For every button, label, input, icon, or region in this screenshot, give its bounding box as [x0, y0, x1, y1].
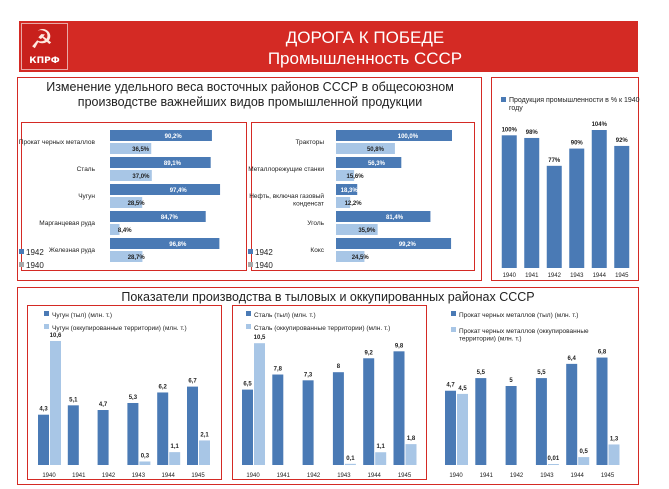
category-label: Сталь [76, 166, 95, 173]
legend-swatch [19, 249, 24, 254]
bar [272, 375, 283, 465]
legend-label: 1942 [255, 248, 273, 257]
data-label: 36,5% [132, 147, 150, 153]
data-label: 6,7 [188, 378, 197, 385]
category-label: Кокс [310, 247, 324, 254]
bar [524, 138, 539, 268]
category-label: Чугун [78, 193, 95, 200]
legend-label: Сталь (тыл) (млн. т.) [254, 312, 316, 319]
legend-swatch [19, 262, 24, 267]
bar [536, 378, 547, 465]
bar [547, 166, 562, 268]
data-label: 6,4 [567, 355, 576, 362]
legend-swatch [501, 97, 506, 102]
bar [139, 461, 150, 465]
data-label: 77% [548, 157, 561, 164]
data-label: 4,7 [446, 382, 455, 389]
category-label: Металлорежущие станки [248, 166, 324, 173]
data-label: 37,0% [132, 174, 150, 180]
tick-label: 1940 [246, 473, 260, 479]
legend-label: Сталь (оккупированные территории) (млн. т.) [254, 325, 391, 332]
data-label: 97,4% [169, 188, 187, 194]
data-label: 104% [591, 122, 607, 128]
legend-label: Продукция промышленности в % к 1940 году [509, 97, 640, 112]
logo-text: КПРФ [29, 56, 60, 66]
tick-label: 1945 [397, 473, 412, 479]
data-label: 9,2 [364, 350, 373, 357]
tick-label: 1944 [367, 473, 381, 479]
tick-label: 1941 [72, 473, 86, 479]
category-label: Нефть, включая газовый конденсат [249, 193, 324, 208]
legend-swatch [44, 324, 49, 329]
data-label: 15,6% [346, 174, 364, 180]
data-label: 89,1% [163, 161, 181, 167]
bar [242, 390, 253, 465]
data-label: 8,4% [117, 228, 132, 234]
data-label: 96,8% [169, 242, 187, 248]
legend-label: 1940 [26, 261, 44, 270]
data-label: 56,3% [367, 161, 385, 167]
data-label: 4,7 [98, 402, 108, 409]
tick-label: 1942 [101, 473, 116, 479]
legend-label: Прокат черных металлов (оккупированные территории) (млн. т.) [459, 328, 589, 343]
hammer-sickle-icon: ☭ [30, 25, 54, 55]
data-label: 0,01 [547, 456, 560, 462]
tick-label: 1940 [449, 473, 463, 479]
bar [475, 378, 486, 465]
top-section-title-line2: производстве важнейших видов промышленной продукции [77, 95, 423, 109]
data-label: 10,6 [49, 332, 62, 339]
tick-label: 1942 [306, 473, 321, 479]
data-label: 0,1 [346, 455, 355, 462]
bar [363, 358, 374, 465]
category-label: Прокат черных металлов [18, 139, 95, 146]
data-label: 35,9% [358, 228, 376, 234]
tick-label: 1944 [570, 473, 584, 479]
data-label: 18,3% [340, 188, 358, 194]
bar [303, 380, 314, 465]
bar [597, 358, 608, 465]
data-label: 6,8 [597, 349, 607, 356]
bar [110, 130, 212, 141]
data-label: 90% [570, 140, 583, 147]
data-label: 4,5 [458, 385, 467, 392]
tick-label: 1943 [570, 273, 584, 279]
data-label: 1,1 [170, 444, 179, 451]
data-label: 100% [501, 127, 517, 134]
legend-label: Чугун (тыл) (млн. т.) [52, 312, 113, 319]
category-label: Уголь [307, 220, 324, 227]
tick-label: 1944 [592, 273, 606, 279]
data-label: 2,1 [200, 432, 209, 439]
tick-label: 1943 [131, 473, 146, 479]
data-label: 8 [336, 364, 341, 371]
bar [336, 211, 430, 222]
bar [502, 135, 517, 268]
tick-label: 1940 [502, 273, 516, 279]
category-label: Марганцевая руда [39, 220, 95, 227]
data-label: 12,2% [344, 201, 362, 207]
data-label: 100,0% [397, 134, 419, 140]
data-label: 28,5% [127, 201, 145, 207]
data-label: 50,8% [366, 147, 384, 153]
bar [548, 464, 559, 465]
bar [110, 238, 219, 249]
tick-label: 1943 [337, 473, 351, 479]
legend-label: 1942 [26, 248, 44, 257]
data-label: 0,3 [140, 453, 150, 460]
bar [445, 391, 456, 465]
tick-label: 1945 [600, 473, 615, 479]
bar [68, 405, 79, 465]
bar [110, 157, 211, 168]
data-label: 6,2 [158, 384, 167, 391]
tick-label: 1945 [615, 273, 629, 279]
tick-label: 1944 [161, 473, 175, 479]
bar [406, 444, 417, 465]
bar [592, 130, 607, 268]
category-label: Тракторы [295, 139, 324, 146]
bar [110, 211, 206, 222]
legend-swatch [451, 311, 456, 316]
data-label: 1,8 [406, 436, 416, 443]
bar [127, 403, 138, 465]
data-label: 0,5 [579, 449, 588, 456]
bar [254, 343, 265, 465]
legend-swatch [451, 327, 456, 332]
legend-swatch [246, 324, 251, 329]
data-label: 5,3 [128, 394, 138, 401]
tick-label: 1940 [42, 473, 56, 479]
data-label: 92% [615, 137, 628, 144]
bottom-section-title: Показатели производства в тыловых и оккупированных районах СССР [121, 290, 535, 304]
data-label: 1,1 [376, 444, 385, 451]
legend-swatch [248, 249, 253, 254]
data-label: 10,5 [253, 335, 266, 342]
data-label: 9,8 [394, 343, 404, 350]
bar [394, 351, 405, 465]
bar [614, 146, 629, 268]
tick-label: 1945 [191, 473, 205, 479]
bar [333, 372, 344, 465]
bar [506, 386, 517, 465]
top-section-title-line1: Изменение удельного веса восточных районов СССР в общесоюзном [46, 80, 454, 94]
bar [199, 440, 210, 465]
bar [336, 143, 395, 154]
data-label: 1,3 [609, 436, 619, 443]
tick-label: 1941 [479, 473, 493, 479]
bar [169, 452, 180, 465]
data-label: 5 [509, 378, 513, 384]
data-label: 28,7% [127, 255, 145, 261]
tick-label: 1942 [509, 473, 524, 479]
bar [609, 444, 620, 465]
bar [375, 452, 386, 465]
bar [187, 387, 198, 465]
data-label: 81,4% [386, 215, 404, 221]
legend-label: 1940 [255, 261, 273, 270]
bar [336, 238, 451, 249]
bar [50, 341, 61, 465]
bar [569, 149, 584, 268]
bar [336, 130, 452, 141]
legend-label: Прокат черных металлов (тыл) (млн. т.) [459, 312, 579, 319]
legend-label: Чугун (оккупированные территории) (млн. т.) [52, 325, 187, 332]
bar [457, 394, 468, 465]
bar [566, 364, 577, 465]
data-label: 90,2% [164, 134, 182, 140]
category-label: Железная руда [48, 247, 95, 254]
legend-swatch [248, 262, 253, 267]
data-label: 4,3 [39, 406, 48, 413]
bar [157, 392, 168, 465]
bar [98, 410, 109, 465]
bar [38, 415, 49, 465]
tick-label: 1943 [540, 473, 554, 479]
bar [578, 457, 589, 465]
data-label: 5,5 [476, 370, 485, 377]
page-subtitle: Промышленность СССР [267, 49, 463, 68]
legend-swatch [44, 311, 49, 316]
page-title: ДОРОГА К ПОБЕДЕ [285, 28, 445, 47]
data-label: 24,5% [351, 255, 369, 261]
data-label: 5,5 [537, 370, 546, 377]
data-label: 5,1 [69, 397, 78, 404]
tick-label: 1942 [547, 273, 561, 279]
data-label: 6,5 [243, 381, 252, 388]
legend-swatch [246, 311, 251, 316]
bar [345, 464, 356, 465]
tick-label: 1941 [525, 273, 539, 279]
bar [110, 184, 220, 195]
data-label: 98% [525, 129, 538, 136]
data-label: 7,3 [303, 372, 313, 379]
data-label: 99,2% [398, 242, 416, 248]
data-label: 84,7% [160, 215, 178, 221]
data-label: 7,8 [273, 366, 282, 373]
tick-label: 1941 [276, 473, 290, 479]
